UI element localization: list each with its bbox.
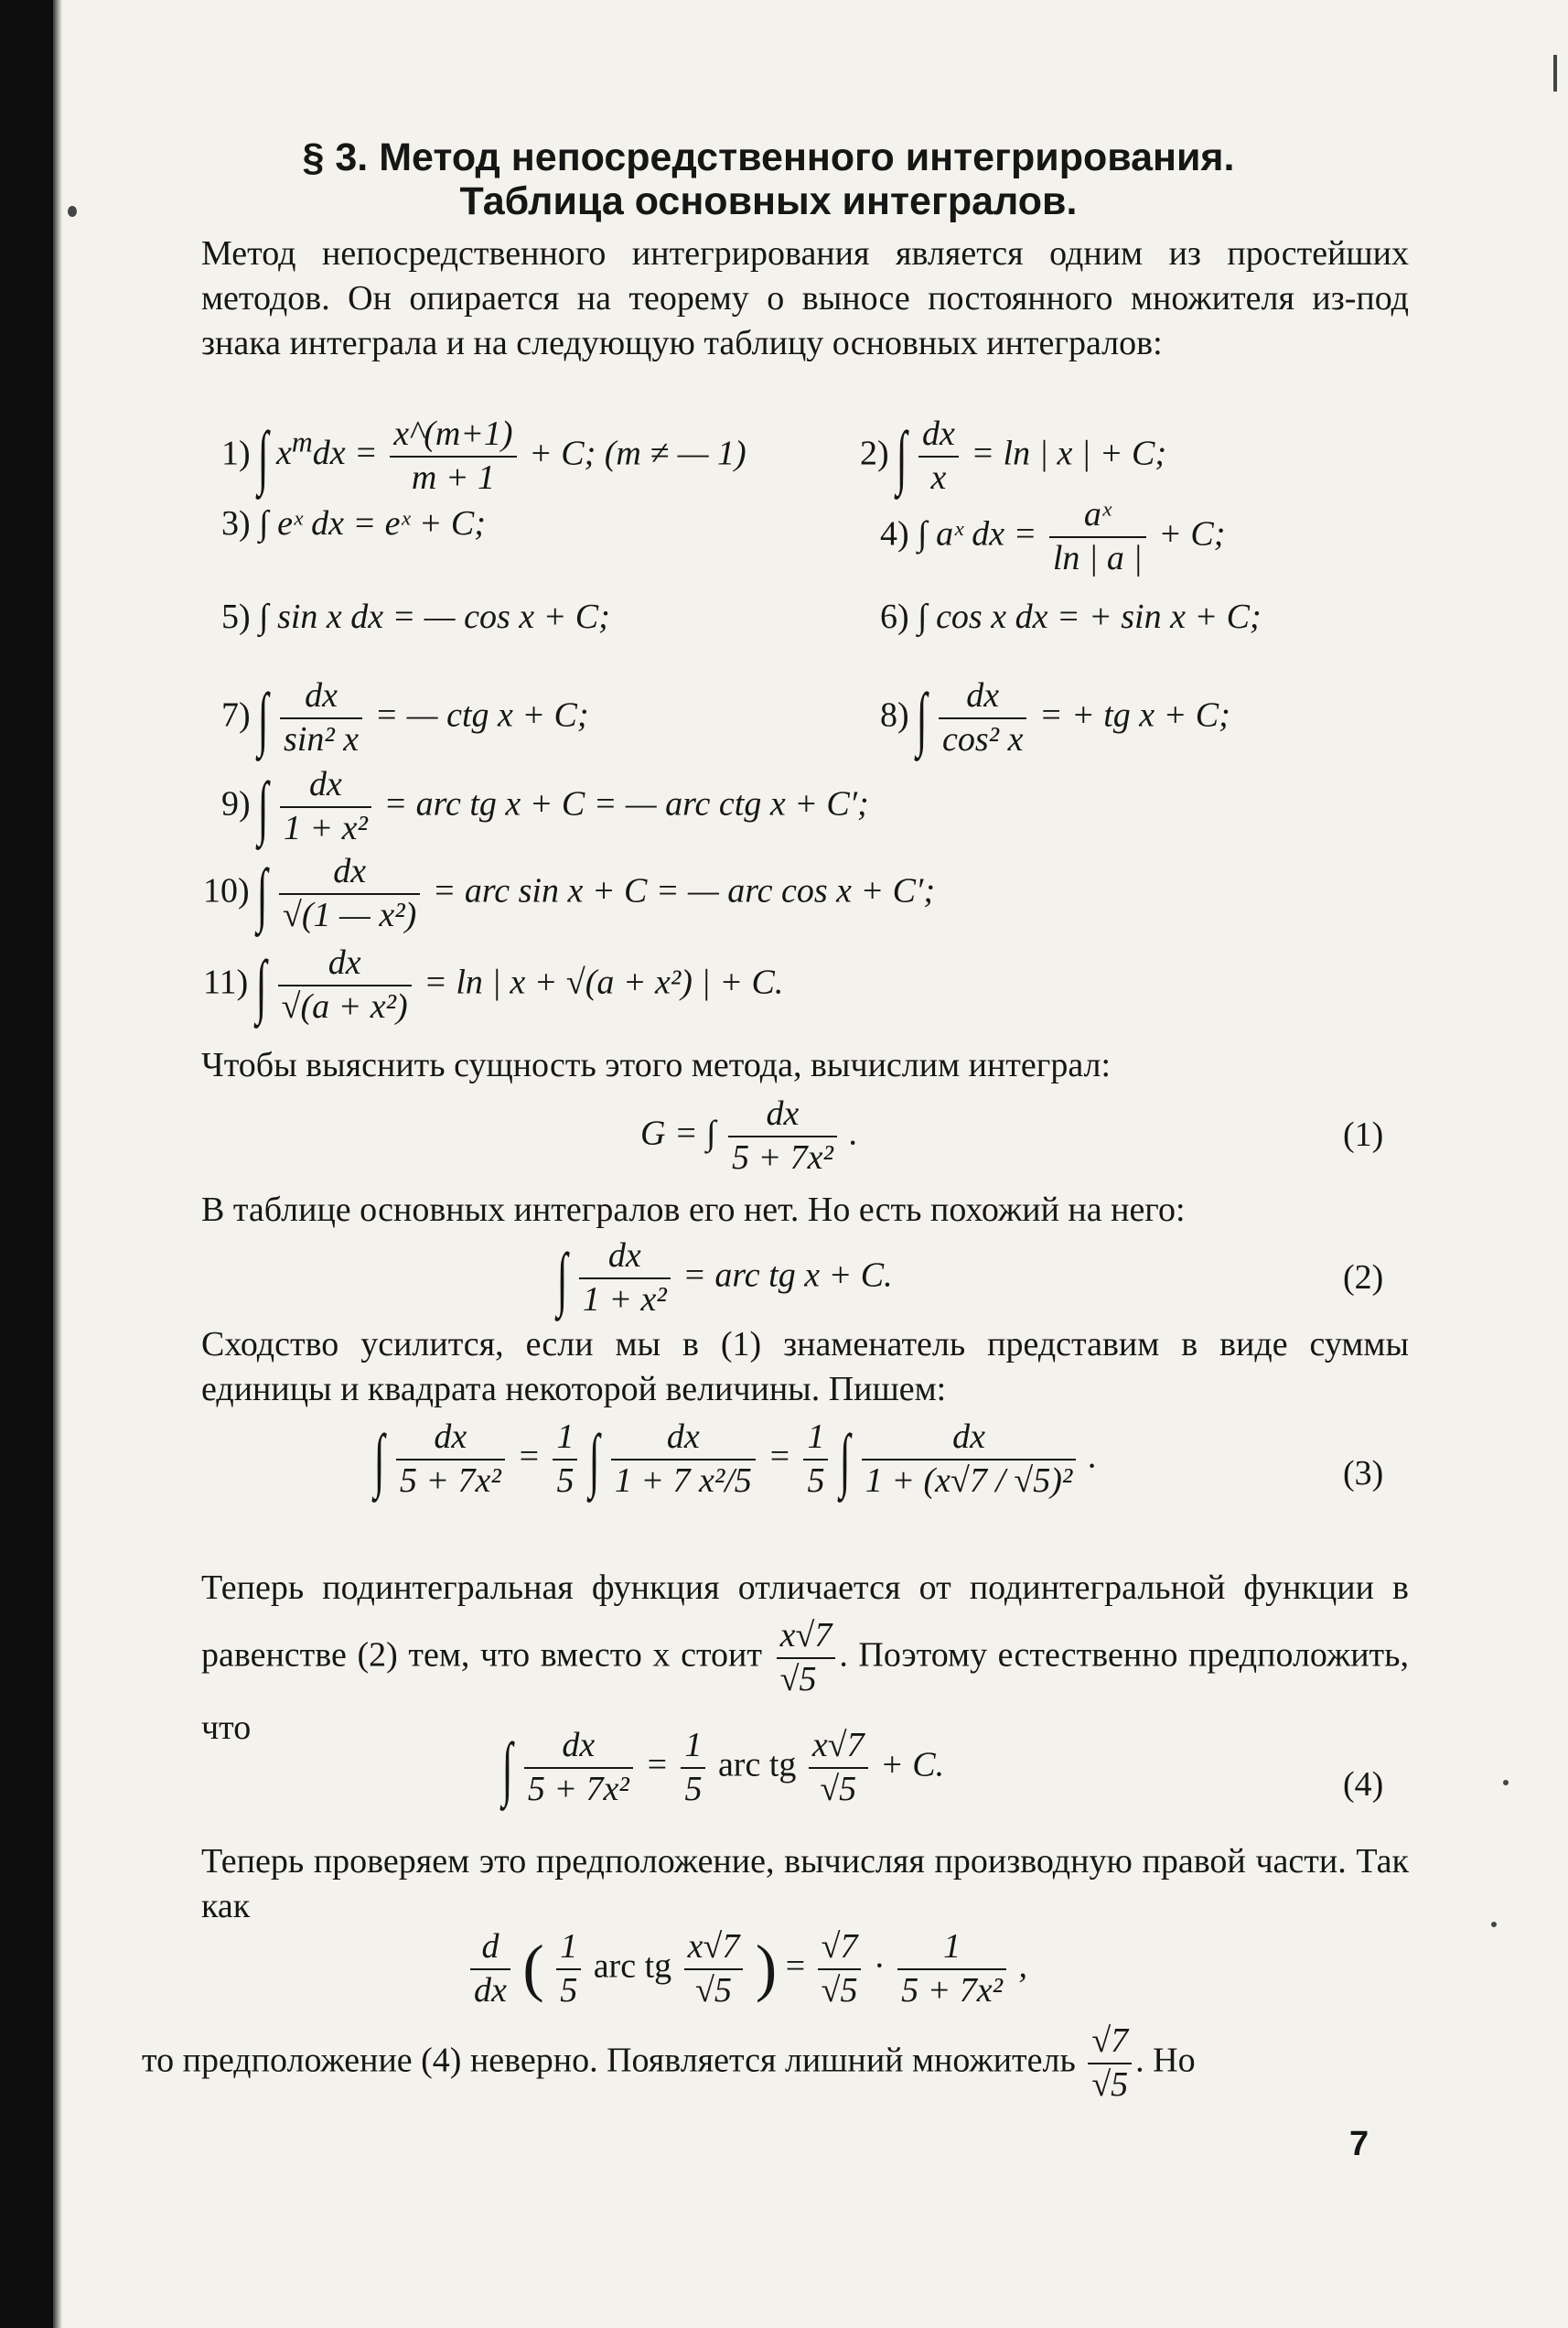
formula-tail: = arc sin x + C = — arc cos x + C′; [432, 871, 935, 911]
derivative-equation [467, 1926, 1027, 2011]
fraction: $\frac{dx}{\text{5 + 7x²}}$ [396, 1417, 505, 1502]
equation-2 [558, 1235, 893, 1320]
formula-tail: ∫ cos x dx = + sin x + C; [918, 598, 1262, 636]
integral-sign-icon: ∫ [501, 1727, 513, 1807]
formula-10 [203, 851, 935, 936]
integral-sign-icon: ∫ [916, 677, 928, 758]
coefficient: $\frac{1}{5}$ [803, 1417, 828, 1502]
formula-number: 5) [221, 598, 251, 636]
wrong-paragraph [142, 2021, 1409, 2106]
section-title: § 3. Метод непосредственного интегрирования. [302, 135, 1235, 179]
formula-6 [880, 597, 1262, 637]
formula-number: 2) [860, 434, 889, 473]
integral-sign-icon: ∫ [257, 766, 269, 846]
book-page [119, 0, 1418, 2328]
equation-tail: . [849, 1114, 858, 1153]
formula-lhs: ∫ aˣ dx = [918, 514, 1037, 554]
equals-sign: = [517, 1437, 541, 1476]
fraction: $\frac{x√7}{√5}$ [809, 1725, 868, 1810]
fraction: $\frac{dx}{\text{5 + 7x²}}$ [524, 1725, 633, 1810]
paragraph-text-end: . Поэтому естественно предположить, что [201, 1635, 1409, 1748]
fraction: $\frac{x\^{}(m+1)}{m + 1}$ [390, 414, 516, 499]
fraction: $\frac{dx}{\text{√(a + x²)}}$ [278, 943, 412, 1028]
section-subtitle: Таблица основных интегралов. [459, 179, 1078, 223]
equation-tail: + C. [880, 1745, 945, 1784]
fraction: $\frac{dx}{\text{√(1 — x²)}}$ [279, 851, 420, 936]
scan-speck [68, 206, 77, 217]
check-paragraph: Теперь проверяем это предположение, вычисляя производную правой части. Так как [201, 1842, 1409, 1925]
formula-number: 1) [221, 434, 251, 473]
formula-tail: = ln | x | + C; [971, 434, 1167, 473]
equation-number-4: (4) [1343, 1765, 1384, 1804]
formula-tail: ∫ sin x dx = — cos x + C; [259, 598, 610, 636]
integral-sign-icon: ∫ [256, 853, 268, 933]
paragraph-text: Теперь подинтегральная функция отличается от подинтегральной функции в равенстве (2) тем, что вместо x стоит [201, 1568, 1409, 1675]
formula-4 [880, 494, 1225, 579]
equation-tail: = arc tg x + C. [682, 1256, 893, 1295]
intro-paragraph: Метод непосредственного интегрирования является одним из простейших методов. Он опирается на теорему о выносе постоянного множителя из-под знака интеграла и на следующую таблицу основных интегралов: [201, 234, 1409, 362]
coefficient: $\frac{1}{5}$ [556, 1926, 581, 2011]
formula-7 [221, 675, 589, 760]
fraction: $\frac{\text{aˣ}}{\ln | a |}$ [1049, 494, 1146, 579]
formula-number: 8) [880, 695, 909, 735]
fraction: $\frac{dx}{\text{1 + x²}}$ [280, 764, 371, 849]
integral-sign-icon: ∫ [839, 1418, 851, 1499]
paragraph-text: то предположение (4) неверно. Появляется лишний множитель [142, 2041, 1076, 2080]
formula-number: 4) [880, 514, 909, 554]
formula-11 [203, 943, 783, 1028]
scan-speck [1503, 1780, 1509, 1785]
integral-sign-icon: ∫ [255, 944, 267, 1025]
formula-3 [221, 503, 486, 544]
equation-1 [640, 1094, 858, 1179]
function-name: arc tg [717, 1745, 797, 1784]
integral-sign-icon: ∫ [556, 1237, 568, 1318]
derivative-operator: $\frac{d}{dx}$ [470, 1926, 510, 2011]
integral-sign-icon: ∫ [373, 1418, 385, 1499]
equation-number-3: (3) [1343, 1454, 1384, 1493]
similarity-paragraph: Сходство усилится, если мы в (1) знаменатель представим в виде суммы единицы и квадрата некоторой величины. Пишем: [201, 1325, 1409, 1408]
formula-text: $x^mdx$ = [276, 426, 378, 473]
integral-sign-icon: ∫ [588, 1418, 600, 1499]
equation-tail: . [1088, 1437, 1098, 1476]
integral-sign-icon: ∫ [257, 415, 269, 496]
integral-sign-icon: ∫ [257, 677, 269, 758]
equation-tail: , [1018, 1946, 1028, 1986]
formula-tail: + C; (m ≠ — 1) [529, 434, 746, 473]
fraction: $\frac{x√7}{√5}$ [684, 1926, 744, 2011]
equation-number-1: (1) [1343, 1116, 1384, 1154]
integral-sign-icon: ∫ [896, 415, 908, 496]
fraction: $\frac{√7}{√5}$ [818, 1926, 862, 2011]
coefficient: $\frac{1}{5}$ [681, 1725, 705, 1810]
equals-sign: = [785, 1946, 806, 1986]
formula-5 [221, 597, 610, 637]
formula-tail: = ln | x + √(a + x²) | + C. [424, 963, 784, 1002]
equals-sign: = [768, 1437, 791, 1476]
formula-1 [221, 414, 746, 499]
formula-tail: + C; [1158, 514, 1226, 554]
equation-number-2: (2) [1343, 1258, 1384, 1297]
formula-number: 9) [221, 784, 251, 824]
formula-number: 11) [203, 963, 249, 1002]
table-paragraph: В таблице основных интегралов его нет. Но есть похожий на него: [201, 1191, 1186, 1229]
fraction: $\frac{dx}{\text{1 + (x√7 / √5)²}}$ [862, 1417, 1076, 1502]
right-paren: ) [755, 1933, 778, 2004]
binding-edge-gradient [53, 0, 62, 2328]
function-name: arc tg [593, 1946, 672, 1986]
scan-speck [1553, 55, 1557, 92]
formula-9 [221, 764, 869, 849]
fraction: $\frac{dx}{\text{cos² x}}$ [939, 675, 1026, 760]
formula-number: 6) [880, 598, 909, 636]
formula-2 [860, 414, 1166, 499]
left-paren: ( [522, 1933, 544, 2004]
book-binding-shadow [0, 0, 53, 2328]
formula-tail: = — ctg x + C; [374, 695, 589, 735]
essence-paragraph: Чтобы выяснить сущность этого метода, вычислим интеграл: [201, 1046, 1112, 1084]
formula-tail: = + tg x + C; [1038, 695, 1230, 735]
fraction: $\frac{1}{\text{5 + 7x²}}$ [897, 1926, 1006, 2011]
equation-lhs: G = ∫ [640, 1114, 716, 1153]
formula-number: 3) [221, 504, 251, 543]
inline-fraction: $\frac{x√7}{√5}$ [777, 1615, 836, 1700]
multiply-dot: · [873, 1946, 886, 1986]
fraction: $\frac{dx}{\text{1 + 7 x²/5}}$ [611, 1417, 756, 1502]
equation-3 [375, 1417, 1097, 1502]
coefficient: $\frac{1}{5}$ [553, 1417, 577, 1502]
inline-fraction: $\frac{√7}{√5}$ [1088, 2021, 1132, 2106]
formula-number: 10) [203, 871, 250, 911]
fraction: $\frac{dx}{\text{sin² x}}$ [280, 675, 362, 760]
page-number: 7 [1349, 2125, 1369, 2163]
equals-sign: = [645, 1745, 669, 1784]
formula-tail: ∫ eˣ dx = eˣ + C; [259, 504, 486, 543]
fraction: $\frac{dx}{\text{5 + 7x²}}$ [728, 1094, 837, 1179]
equation-4 [503, 1725, 944, 1810]
fraction: $\frac{dx}{x}$ [918, 414, 959, 499]
formula-number: 7) [221, 695, 251, 735]
scan-speck [1491, 1922, 1497, 1927]
paragraph-text-end: . Но [1135, 2041, 1196, 2080]
formula-tail: = arc tg x + C = — arc ctg x + C′; [383, 784, 869, 824]
formula-8 [880, 675, 1230, 760]
fraction: $\frac{dx}{\text{1 + x²}}$ [579, 1235, 671, 1320]
